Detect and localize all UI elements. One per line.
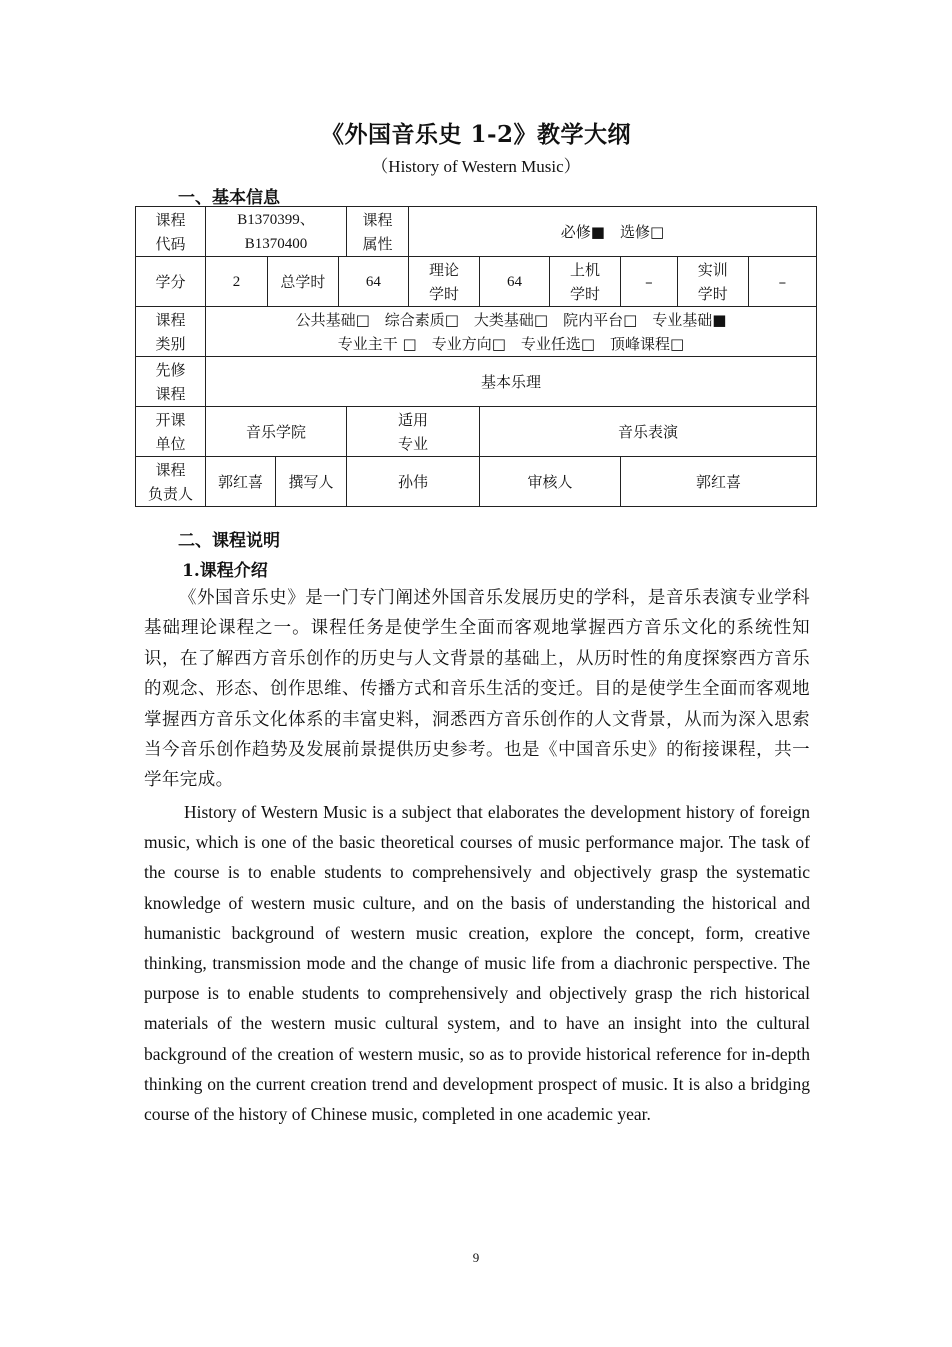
course-owner-value: 郭红喜 bbox=[206, 457, 276, 507]
table-row bbox=[136, 357, 817, 407]
section-heading-course-description: 二、课程说明 bbox=[178, 531, 280, 551]
reviewer-label: 审核人 bbox=[479, 457, 620, 507]
table-row bbox=[136, 407, 817, 457]
practice-hours-value: – bbox=[748, 257, 816, 307]
course-category-label: 课程 类别 bbox=[136, 307, 206, 357]
course-category-options bbox=[206, 307, 817, 357]
applicable-major-label: 适用 专业 bbox=[347, 407, 480, 457]
theory-hours-label: 理论 学时 bbox=[408, 257, 479, 307]
theory-hours-value: 64 bbox=[479, 257, 549, 307]
writer-label: 撰写人 bbox=[276, 457, 347, 507]
page-number: 9 bbox=[472, 1250, 480, 1265]
category-options-line-1: 公共基础□ 综合素质□ 大类基础□ 院内平台□ 专业基础■ bbox=[295, 310, 727, 329]
basic-info-table bbox=[135, 206, 817, 507]
category-options-line-2: 专业主干 □ 专业方向□ 专业任选□ 顶峰课程□ bbox=[337, 334, 685, 353]
total-hours-value: 64 bbox=[338, 257, 408, 307]
table-row bbox=[136, 207, 817, 257]
table-row bbox=[136, 457, 817, 507]
section-heading-basic-info: 一、基本信息 bbox=[178, 188, 280, 208]
offering-unit-label: 开课 单位 bbox=[136, 407, 206, 457]
table-row bbox=[136, 257, 817, 307]
subsection-heading-intro: 1.课程介绍 bbox=[182, 561, 268, 581]
applicable-major-value: 音乐表演 bbox=[479, 407, 816, 457]
course-code-value: B1370399、B1370400 bbox=[206, 207, 347, 257]
course-owner-label: 课程 负责人 bbox=[136, 457, 206, 507]
course-attr-label: 课程 属性 bbox=[347, 207, 409, 257]
prerequisite-label: 先修 课程 bbox=[136, 357, 206, 407]
page-title: 《外国音乐史 1-2》教学大纲 bbox=[320, 121, 632, 148]
prerequisite-value: 基本乐理 bbox=[206, 357, 817, 407]
intro-paragraph-chinese: 《外国音乐史》是一门专门阐述外国音乐发展历史的学科，是音乐表演专业学科基础理论课程之一。课程任务是使学生全面而客观地掌握西方音乐文化的系统性知识，在了解西方音乐创作的历史与人文背景的基础上，从历时性的角度探察西方音乐的观念、形态、创作思维、传播方式和音乐生活的变迁。目的是使学生全面而客观地掌握西方音乐文化体系的丰富史料，洞悉西方音乐创作的人文背景，从而为深入思索当今音乐创作趋势及发展前景提供历史参考。也是《中国音乐史》的衔接课程，共一学年完成。 bbox=[144, 588, 810, 791]
credit-value: 2 bbox=[206, 257, 268, 307]
total-hours-label: 总学时 bbox=[267, 257, 338, 307]
intro-paragraph-english: History of Western Music is a subject that elaborates the development history of foreign music, which is one of the basic theoretical courses of music performance major. The task of the course is to enable students to comprehensively and objectively grasp the systematic knowledge of western music culture, and on the basis of understanding the historical and humanistic background of western music creation, explore the concept, form, creative thinking, transmission mode and the change of music life from a diachronic perspective. The purpose is to enable students to comprehensively and objectively grasp the rich historical materials of the western music cultural system, and to have an insight into the cultural background of the creation of western music, so as to provide historical reference for in-depth thinking on the current creation trend and development prospect of music. It is also a bridging course of the history of Chinese music, completed in one academic year. bbox=[144, 802, 810, 1125]
credit-label: 学分 bbox=[136, 257, 206, 307]
computer-hours-value: – bbox=[620, 257, 677, 307]
course-attr-value: 必修■ 选修□ bbox=[408, 207, 816, 257]
table-row bbox=[136, 307, 817, 357]
page-subtitle: （History of Western Music） bbox=[371, 157, 581, 176]
practice-hours-label: 实训 学时 bbox=[677, 257, 748, 307]
computer-hours-label: 上机 学时 bbox=[549, 257, 620, 307]
course-code-label: 课程 代码 bbox=[136, 207, 206, 257]
reviewer-value: 郭红喜 bbox=[620, 457, 816, 507]
offering-unit-value: 音乐学院 bbox=[206, 407, 347, 457]
writer-value: 孙伟 bbox=[347, 457, 480, 507]
